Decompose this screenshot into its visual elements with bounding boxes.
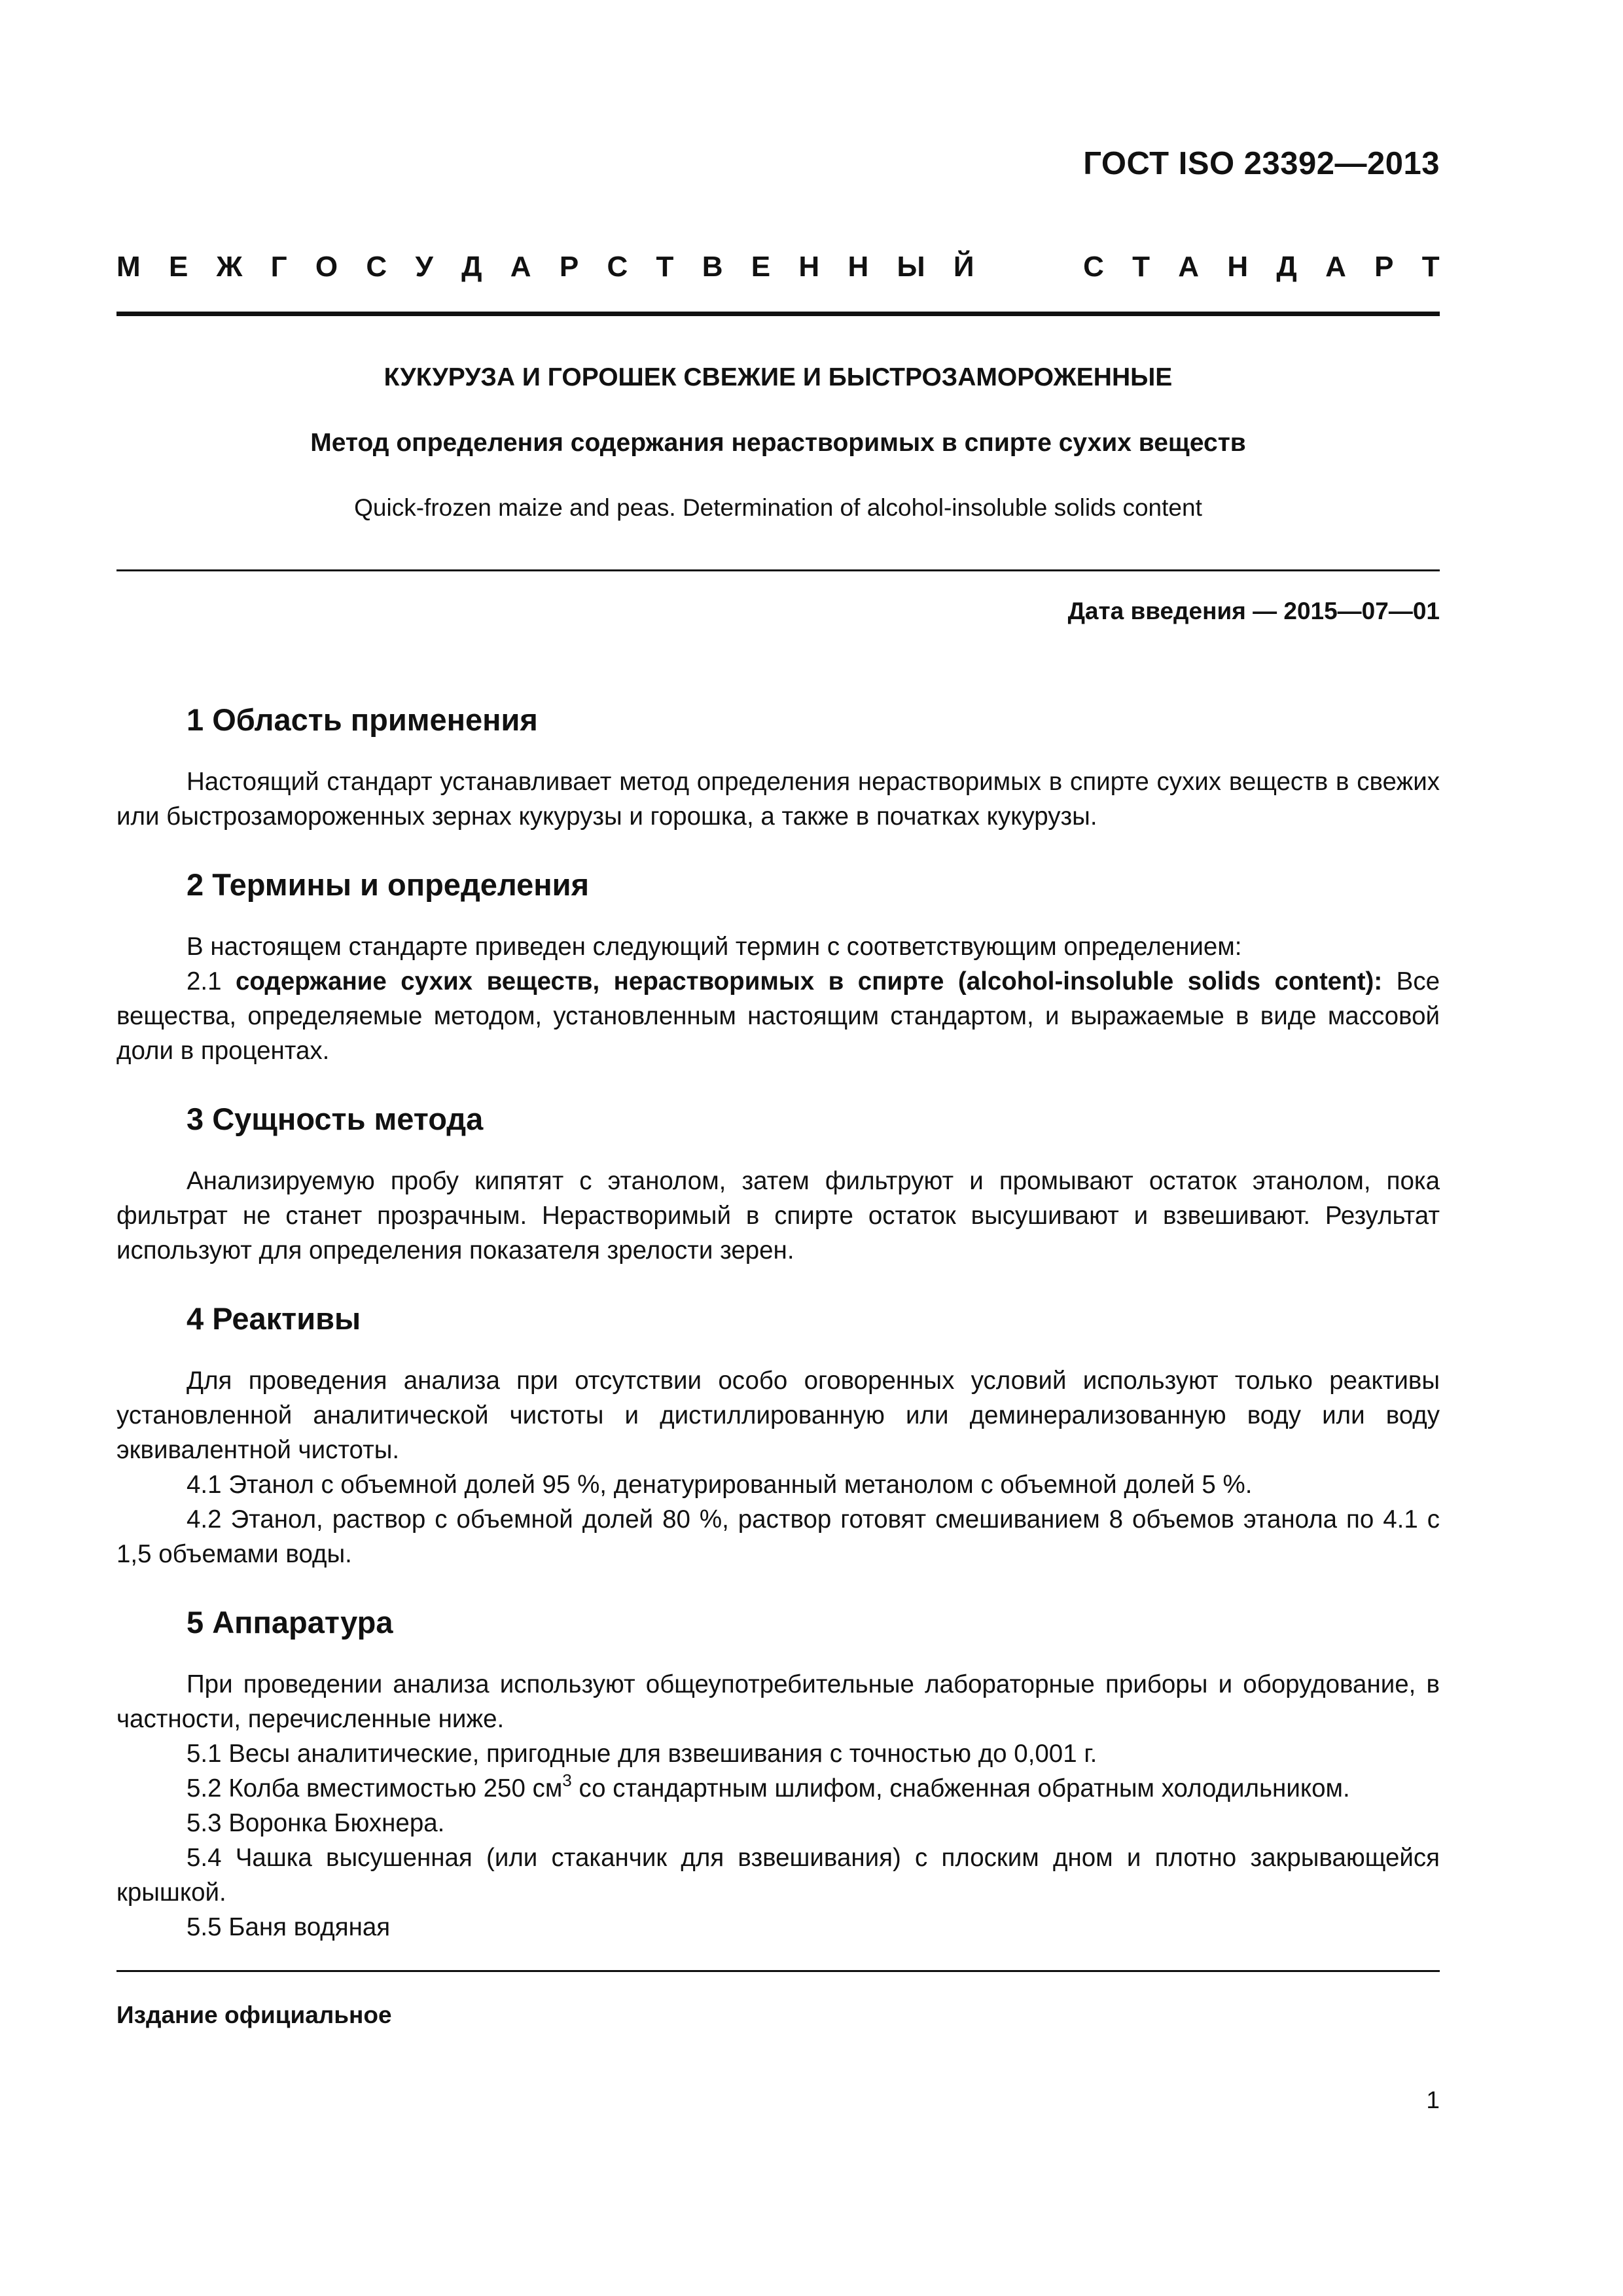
banner-letter: Н xyxy=(1227,251,1249,283)
introduction-date: Дата введения — 2015—07—01 xyxy=(1067,598,1440,624)
definition: Все вещества, определяемые методом, установленным настоящим стандартом, и выражаемые в виде массовой доли в процентах. xyxy=(116,967,1440,1065)
banner-letter: Т xyxy=(1132,251,1150,283)
banner-letter: С xyxy=(366,251,387,283)
paragraph: Анализируемую пробу кипятят с этанолом, затем фильтруют и промывают остаток этанолом, пока фильтрат не станет прозрачным. Нерастворимый в спирте остаток высушивают и взвешивают. Результат используют для определения показателя зрелости зерен. xyxy=(116,1167,1440,1265)
banner-letter: М xyxy=(116,251,141,283)
paragraph: В настоящем стандарте приведен следующий термин с соответствующим определением: xyxy=(187,933,1242,961)
document-title-english: Quick-frozen maize and peas. Determination of alcohol-insoluble solids content xyxy=(354,494,1202,521)
paragraph: 4.2 Этанол, раствор с объемной долей 80 %, раствор готовят смешиванием 8 объемов этанола по 4.1 с 1,5 объемами воды. xyxy=(116,1505,1440,1568)
section-reagents xyxy=(116,1299,1440,1571)
banner-letter: О xyxy=(315,251,338,283)
paragraph: Настоящий стандарт устанавливает метод определения нерастворимых в спирте сухих веществ в свежих или быстрозамороженных зернах кукурузы и горошка, а также в початках кукурузы. xyxy=(116,768,1440,831)
banner-letter: Е xyxy=(751,251,771,283)
document-page xyxy=(116,0,1440,2296)
banner-letter: Т xyxy=(656,251,674,283)
banner-letter: Н xyxy=(847,251,869,283)
section-heading: 4 Реактивы xyxy=(187,1301,361,1336)
banner-letter: Д xyxy=(1276,251,1297,283)
paragraph: 5.1 Весы аналитические, пригодные для взвешивания с точностью до 0,001 г. xyxy=(187,1740,1097,1768)
document-title: КУКУРУЗА И ГОРОШЕК СВЕЖИЕ И БЫСТРОЗАМОРОЖЕННЫЕ xyxy=(383,363,1173,391)
text-part: со стандартным шлифом, снабженная обратным холодильником. xyxy=(571,1774,1350,1803)
paragraph: 4.1 Этанол с объемной долей 95 %, денатурированный метанолом с объемной долей 5 %. xyxy=(187,1471,1253,1499)
official-edition-label: Издание официальное xyxy=(116,2001,392,2028)
banner-letter: Н xyxy=(798,251,820,283)
section-terms xyxy=(116,865,1440,1068)
document-subtitle: Метод определения содержания нерастворимых в спирте сухих веществ xyxy=(310,429,1246,457)
banner-letter: А xyxy=(1325,251,1346,283)
section-scope xyxy=(116,700,1440,834)
term: содержание сухих веществ, нерастворимых в спирте (alcohol-insoluble solids content): xyxy=(236,967,1383,996)
header-divider-thick xyxy=(116,312,1440,316)
text-part: 5.2 Колба вместимостью 250 см xyxy=(187,1774,563,1803)
term-definition xyxy=(116,964,1440,1068)
footer-divider xyxy=(116,1970,1440,1972)
banner-letter: А xyxy=(510,251,531,283)
page-number: 1 xyxy=(1426,2087,1440,2113)
banner-letter: В xyxy=(702,251,723,283)
paragraph xyxy=(116,1771,1440,1806)
title-divider xyxy=(116,569,1440,571)
banner-letter: А xyxy=(1178,251,1200,283)
clause-number: 2.1 xyxy=(187,967,236,996)
paragraph: При проведении анализа используют общеупотребительные лабораторные приборы и оборудование, в частности, перечисленные ниже. xyxy=(116,1670,1440,1733)
paragraph: 5.5 Баня водяная xyxy=(187,1913,391,1941)
banner-letter: Ы xyxy=(897,251,925,283)
banner-letter: Е xyxy=(168,251,188,283)
paragraph: 5.4 Чашка высушенная (или стаканчик для взвешивания) с плоским дном и плотно закрывающейся крышкой. xyxy=(116,1844,1440,1907)
banner-letter: Й xyxy=(953,251,974,283)
banner-letter: Ж xyxy=(216,251,243,283)
section-heading: 5 Аппаратура xyxy=(187,1605,393,1640)
banner-letter: Г xyxy=(270,251,287,283)
section-apparatus xyxy=(116,1603,1440,1945)
section-heading: 2 Термины и определения xyxy=(187,867,589,902)
banner-letter: Д xyxy=(461,251,482,283)
banner-letter: С xyxy=(1083,251,1104,283)
document-body xyxy=(116,700,1440,1976)
superscript: 3 xyxy=(562,1770,572,1790)
banner-letter: Т xyxy=(1421,251,1440,283)
interstate-standard-banner xyxy=(116,247,1440,287)
paragraph: Для проведения анализа при отсутствии особо оговоренных условий используют только реактивы установленной аналитической чистоты и дистиллированную или деминерализованную воду или воду эквивалентной чистоты. xyxy=(116,1367,1440,1464)
section-heading: 3 Сущность метода xyxy=(187,1102,484,1136)
banner-letter: Р xyxy=(1374,251,1394,283)
standard-number: ГОСТ ISO 23392—2013 xyxy=(1083,146,1440,181)
section-principle xyxy=(116,1100,1440,1268)
paragraph: 5.3 Воронка Бюхнера. xyxy=(187,1809,445,1837)
banner-letter: Р xyxy=(559,251,579,283)
section-heading: 1 Область применения xyxy=(187,702,538,737)
banner-letter: У xyxy=(415,251,433,283)
banner-letter: С xyxy=(607,251,628,283)
